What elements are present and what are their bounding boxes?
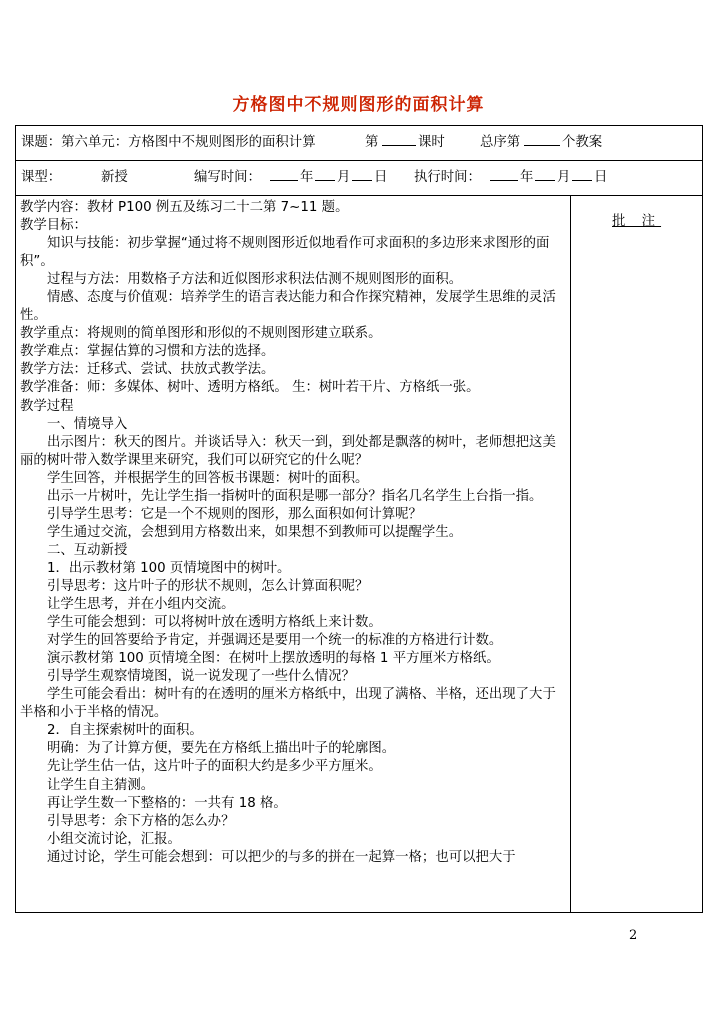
lesson-period-blank	[382, 126, 416, 160]
content-line: 引导思考：这片叶子的形状不规则，怎么计算面积呢？	[47, 578, 369, 594]
lesson-topic: 课题：第六单元：方格图中不规则图形的面积计算	[21, 135, 316, 150]
content-line: 学生可能会想到：可以将树叶放在透明方格纸上来计数。	[47, 615, 382, 631]
type-value: 新授	[101, 170, 128, 185]
content-line: 1．出示教材第 100 页情境图中的树叶。	[47, 560, 291, 576]
write-month-blank	[315, 161, 335, 195]
content-line: 教学目标：	[20, 218, 87, 234]
content-line: 让学生思考，并在小组内交流。	[47, 597, 235, 613]
content-line: 小组交流讨论，汇报。	[47, 831, 181, 847]
lesson-period-suffix: 课时	[418, 135, 445, 150]
content-line: 先让学生估一估，这片叶子的面积大约是多少平方厘米。	[47, 759, 382, 775]
content-line: 教学内容：教材 P100 例五及练习二十二第 7~11 题。	[20, 200, 349, 215]
content-line: 教学难点：掌握估算的习惯和方法的选择。	[20, 344, 275, 360]
content-line: 2．自主探索树叶的面积。	[47, 723, 203, 739]
content-line: 教学过程	[20, 398, 74, 414]
lesson-content	[16, 196, 571, 913]
content-line: 引导学生观察情境图，说一说发现了一些什么情况？	[47, 669, 355, 685]
exec-time-label: 执行时间：	[414, 170, 481, 185]
lesson-plan-table	[15, 125, 703, 913]
content-line: 出示图片：秋天的图片。并谈话导入：秋天一到，到处都是飘落的树叶，老师想把这美丽的树叶带入数学课里来研究，我们可以研究它的什么呢？	[20, 434, 556, 468]
content-line: 让学生自主猜测。	[47, 777, 155, 793]
content-line: 学生可能会看出：树叶有的在透明的厘米方格纸中，出现了满格、半格，还出现了大于半格和小于半格的情况。	[20, 687, 556, 721]
page-number: 2	[629, 928, 638, 943]
exec-month-blank	[535, 161, 555, 195]
type-label: 课型：	[21, 170, 62, 185]
lesson-period-prefix: 第	[365, 135, 379, 150]
write-year: 年	[300, 170, 314, 185]
write-time-label: 编写时间：	[194, 170, 261, 185]
content-line: 演示教材第 100 页情境全图：在树叶上摆放透明的每格 1 平方厘米方格纸。	[47, 651, 500, 667]
exec-day: 日	[594, 170, 608, 185]
content-line: 学生回答，并根据学生的回答板书课题：树叶的面积。	[47, 470, 369, 486]
header-row-type	[16, 161, 702, 196]
content-line: 过程与方法：用数格子方法和近似图形求积法估测不规则图形的面积。	[47, 272, 463, 288]
content-line: 情感、态度与价值观：培养学生的语言表达能力和合作探究精神，发展学生思维的灵活性。	[20, 290, 556, 324]
content-line: 一、情境导入	[47, 416, 128, 432]
content-line: 二、互动新授	[47, 542, 128, 558]
exec-year: 年	[520, 170, 534, 185]
write-month: 月	[337, 170, 351, 185]
content-line: 对学生的回答要给予肯定，并强调还是要用一个统一的标准的方格进行计数。	[47, 633, 503, 649]
content-line: 明确：为了计算方便，要先在方格纸上描出叶子的轮廓图。	[47, 741, 396, 757]
exec-day-blank	[572, 161, 592, 195]
document-title: 方格图中不规则图形的面积计算	[232, 95, 485, 115]
sequence-prefix: 总序第	[480, 135, 521, 150]
content-line: 知识与技能：初步掌握“通过将不规则图形近似地看作可求面积的多边形来求图形的面积”。	[20, 236, 550, 270]
content-line: 学生通过交流，会想到用方格数出来，如果想不到教师可以提醒学生。	[47, 524, 463, 540]
write-day: 日	[374, 170, 388, 185]
content-line: 教学重点：将规则的简单图形和形似的不规则图形建立联系。	[20, 326, 382, 342]
content-line: 再让学生数一下整格的：一共有 18 格。	[47, 795, 287, 811]
header-row-topic	[16, 126, 702, 161]
annotation-label: 批 注	[612, 214, 662, 229]
content-line: 教学准备：师：多媒体、树叶、透明方格纸。 生：树叶若干片、方格纸一张。	[20, 380, 480, 396]
write-year-blank	[270, 161, 298, 195]
exec-year-blank	[490, 161, 518, 195]
content-line: 教学方法：迁移式、尝试、扶放式教学法。	[20, 362, 275, 378]
content-line: 出示一片树叶，先让学生指一指树叶的面积是哪一部分？指名几名学生上台指一指。	[47, 488, 543, 504]
content-line: 引导学生思考：它是一个不规则的图形，那么面积如何计算呢？	[47, 506, 422, 522]
content-line: 通过讨论，学生可能会想到：可以把少的与多的拼在一起算一格；也可以把大于	[47, 849, 516, 865]
sequence-blank	[524, 126, 560, 160]
sequence-suffix: 个教案	[562, 135, 603, 150]
write-day-blank	[352, 161, 372, 195]
exec-month: 月	[557, 170, 571, 185]
content-line: 引导思考：余下方格的怎么办？	[47, 813, 235, 829]
